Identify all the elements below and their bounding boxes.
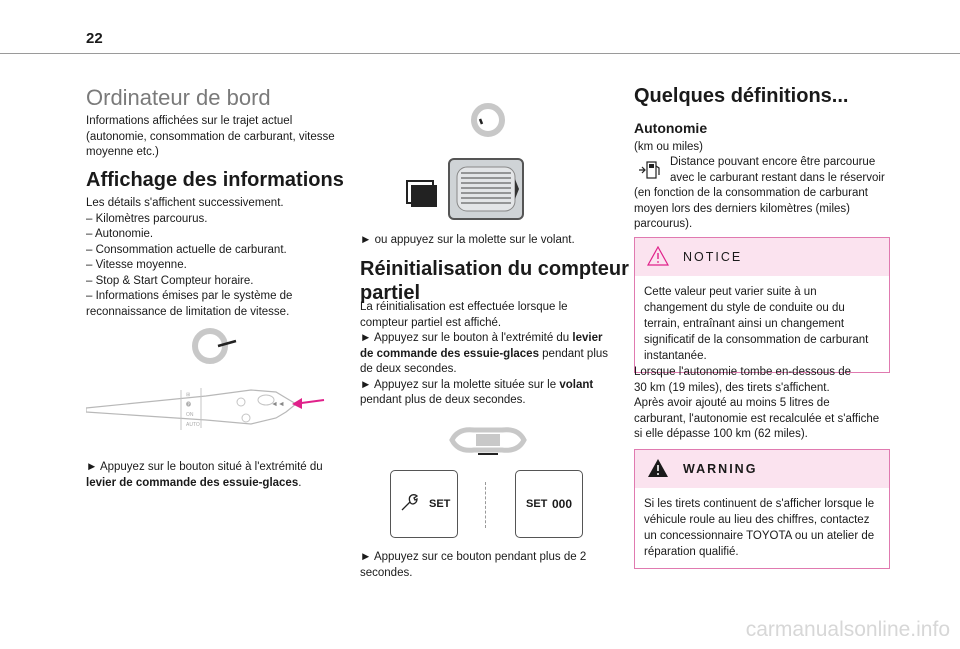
steering-wheel-controls-icon [448, 424, 528, 456]
definitions-title: Quelques définitions... [634, 85, 849, 107]
odometer-digits: 000 [552, 497, 573, 511]
warning-box [634, 449, 890, 569]
intro-text: Informations affichées sur le trajet actuel (autonomie, consommation de carburant, vitesse moyenne etc.) [86, 115, 335, 158]
watermark: carmanualsonline.info [745, 618, 950, 641]
display-list: Les détails s'affichent successivement. – Kilomètres parcourus. – Autonomie. – Consommation actuelle de carburant. – Vitesse moyenne. – Stop & Start Compteur horaire. – Informations émises par le système de reconnaissance de limitation de vitesse. [86, 197, 293, 318]
reset-heading: Réinitialisation du compteur partiel [360, 258, 629, 304]
wiper-stalk-illustration [86, 378, 331, 440]
section-title: Ordinateur de bord [86, 85, 271, 110]
wheel-instruction: ► ou appuyez sur la molette sur le volant. [360, 234, 575, 246]
autonomy-heading: Autonomie [634, 120, 708, 136]
svg-text:◄◄: ◄◄ [271, 401, 285, 408]
wrench-icon [399, 493, 419, 513]
warning-body: Si les tirets continuent de s'afficher lorsque le véhicule roule au lieu des chiffres, contactez un concessionnaire TOYOTA ou un atelier de réparation qualifié. [635, 488, 889, 568]
notice-box [634, 237, 890, 373]
svg-text:AUTO: AUTO [186, 422, 200, 428]
set-button-left [390, 470, 458, 538]
header-rule [0, 53, 960, 54]
warning-title: WARNING [683, 462, 758, 476]
divider [485, 482, 487, 528]
svg-text:🅟: 🅟 [186, 402, 192, 408]
steering-wheel-icon [190, 326, 240, 366]
warning-triangle-icon [647, 458, 669, 478]
notice-triangle-icon [647, 246, 669, 266]
warning-header [635, 450, 889, 488]
set-label: SET [429, 498, 451, 510]
svg-text:ON: ON [186, 412, 194, 418]
autonomy-note: Lorsque l'autonomie tombe en-dessous de 30 km (19 miles), des tirets s'affichent. Après avoir ajouté au moins 5 litres de carburant, l'autonomie est recalculée et s'affiche si elle dépasse 100 km (62 miles). [634, 366, 880, 440]
notice-header [635, 238, 889, 276]
set-button-right [515, 470, 583, 538]
notice-title: NOTICE [683, 250, 743, 264]
svg-text:⊞: ⊞ [186, 392, 191, 398]
unit-text: (km ou miles) [634, 141, 704, 153]
set-label: SET [526, 498, 548, 510]
display-heading: Affichage des informations [86, 169, 344, 191]
autonomy-definition: Distance pouvant encore être parcourue avec le carburant restant dans le réservoir (en fonction de la consommation de carburant moyen lors des derniers kilomètres (miles) parcourus). [634, 156, 885, 230]
set-instruction: ► Appuyez sur ce bouton pendant plus de 2 secondes. [360, 551, 587, 579]
steering-wheel-icon [468, 102, 508, 138]
page-number: 22 [86, 30, 103, 47]
notice-body: Cette valeur peut varier suite à un changement du style de conduite ou du terrain, entraînant ainsi un changement significatif de la consommation de carburant instantanée. [635, 276, 889, 372]
thumbwheel-illustration [405, 157, 525, 221]
col1-instruction: ► Appuyez sur le bouton situé à l'extrémité du levier de commande des essuie-glaces. [86, 461, 323, 489]
reset-text: La réinitialisation est effectuée lorsque le compteur partiel est affiché. ► Appuyez sur le bouton à l'extrémité du levier de commande des essuie-glaces pendant plus de deux secondes. ► Appuyez sur la molette située sur le volant pendant plus de deux secondes. [360, 301, 609, 406]
